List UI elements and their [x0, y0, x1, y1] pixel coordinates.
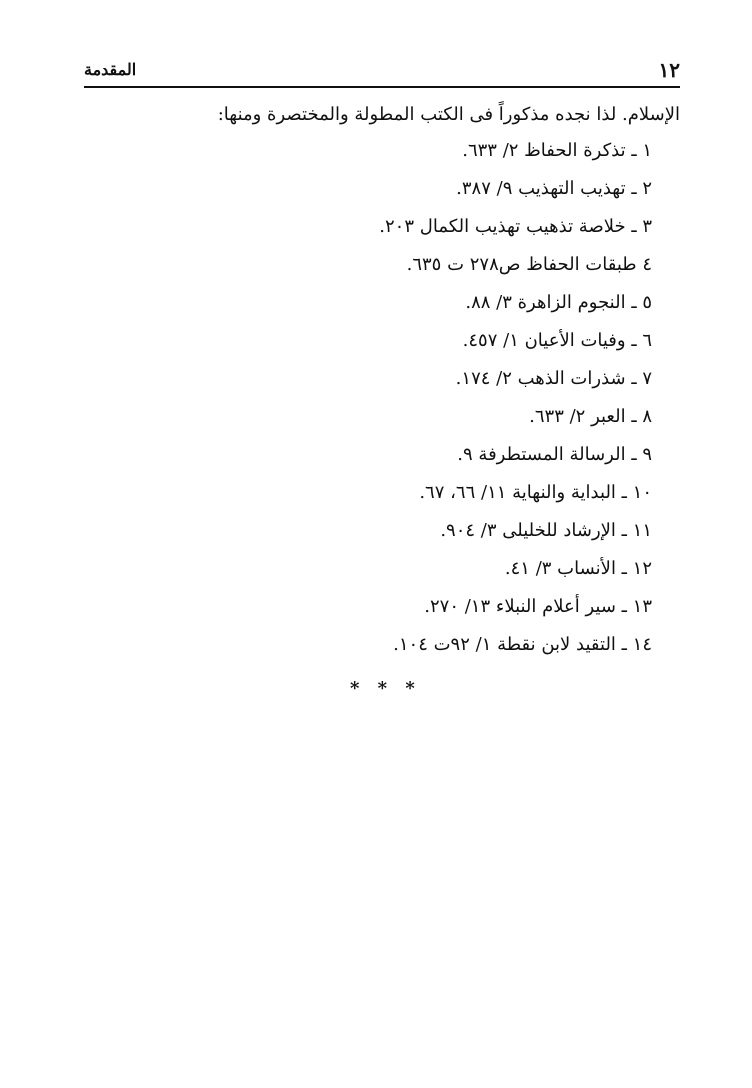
list-item: ٤ طبقات الحفاظ ص٢٧٨ ت ٦٣٥.: [406, 254, 652, 275]
list-item: ١ ـ تذكرة الحفاظ ٢/ ٦٣٣.: [462, 140, 652, 161]
list-item: ١١ ـ الإرشاد للخليلى ٣/ ٩٠٤.: [440, 520, 652, 541]
page-number: ١٢: [658, 58, 680, 82]
list-item: ٥ ـ النجوم الزاهرة ٣/ ٨٨.: [465, 292, 652, 313]
list-item: ٣ ـ خلاصة تذهيب تهذيب الكمال ٢٠٣.: [379, 216, 652, 237]
list-item: ٦ ـ وفيات الأعيان ١/ ٤٥٧.: [462, 330, 652, 351]
section-end-stars: * * *: [350, 678, 421, 699]
running-title: المقدمة: [84, 60, 137, 79]
list-item: ٨ ـ العبر ٢/ ٦٣٣.: [529, 406, 652, 427]
page-body: [84, 98, 680, 664]
references-list: [84, 132, 680, 664]
page-header: [84, 56, 680, 88]
list-item: ٢ ـ تهذيب التهذيب ٩/ ٣٨٧.: [456, 178, 652, 199]
list-item: ١٠ ـ البداية والنهاية ١١/ ٦٦، ٦٧.: [419, 482, 652, 503]
list-item: ٧ ـ شذرات الذهب ٢/ ١٧٤.: [455, 368, 652, 389]
list-item: ١٤ ـ التقيد لابن نقطة ١/ ٩٢ت ١٠٤.: [393, 634, 652, 655]
list-item: ١٢ ـ الأنساب ٣/ ٤١.: [504, 558, 652, 579]
list-item: ٩ ـ الرسالة المستطرفة ٩.: [457, 444, 652, 465]
intro-paragraph: الإسلام. لذا نجده مذكوراً فى الكتب المطولة والمختصرة ومنها:: [217, 104, 680, 125]
list-item: ١٣ ـ سير أعلام النبلاء ١٣/ ٢٧٠.: [424, 596, 652, 617]
